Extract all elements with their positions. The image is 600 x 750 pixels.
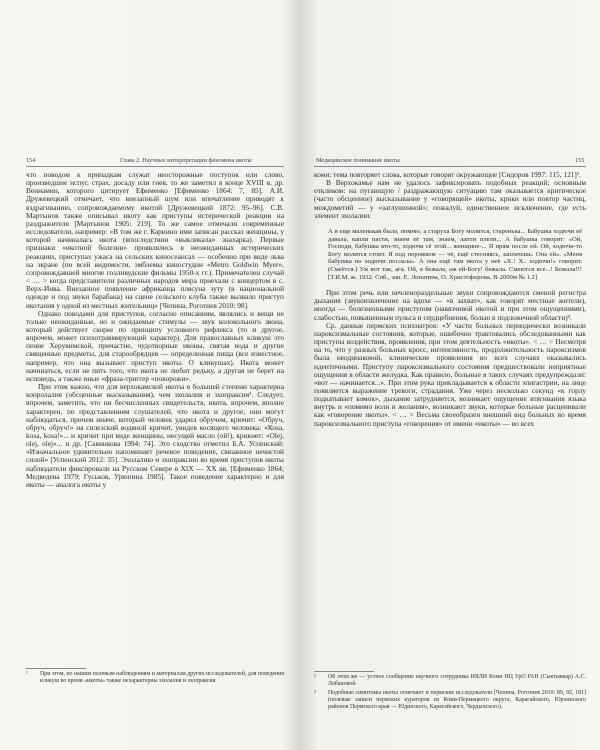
- left-page-number: 154: [26, 157, 36, 164]
- left-header-rule: [26, 166, 284, 167]
- left-running-head: Глава 2. Научные интерпретации феномена икоты: [120, 157, 252, 164]
- left-footnote-rule: [26, 668, 86, 669]
- footnote: [26, 671, 284, 685]
- left-page-body: [26, 171, 284, 666]
- footnote-text: Об этом же — устное сообщение научного сотрудника ИЯЛИ Коми НЦ УрО РАН (Сыктывкар) А.С. Лобановой.: [328, 674, 586, 687]
- paragraph: В Верхокамье нам не удалось зафиксировать подобных реакций; основным откликом: на пугающую / раздражающую ситуацию там оказывается критическое (часто обсценное) высказывание у «говорящей» икоты, крики или повтор частиц, междометий — у «заглушенной»; пожалуй, единственное исключение, где есть элемент эхолалии:: [314, 178, 586, 220]
- footnote-text: При этом, по нашим полевым наблюдениям и материалам других исследователей, для поведения кликуш во время «икоты» также нехарактерны эхолалия и эхопраксия.: [40, 671, 284, 684]
- paragraph: При этом речь или нечленораздельные звуки сопровождаются сменой регистра дыхания (звукоизвлечение на вдохе — «в захват», как говорят местные жители), иногда — болезненными приступом (навязчивой икотой и при этом ощущениями), слабостью, повышенным пульса и сердцебиения, болью в подложечной области)³.: [314, 288, 586, 322]
- right-page-number: 155: [575, 157, 585, 164]
- right-header-rule: [314, 166, 586, 167]
- footnote-mark: ³: [314, 689, 316, 696]
- right-running-head: Медицинское понимание икоты: [316, 157, 400, 164]
- paragraph: Ср. данные пермских психиатров: «У части больных периодически возникали пароксизмальные состояния, которые, ошибочно трактовались обследованными как приступы воздействия, проявления, при этом деятельность «икоты». < … > Несмотря на то, что у разных больных кросс, интенсивность, продолжительность пароксизмов была неодинаковой, клинические проявления во всех случаях оказывались идентичными. Приступу пароксизмального состояния предшествовали неприятные ощущения в области желудка. Как правило, больные в таких случаях предупреждали: «вот — начинается...». При этом рука прикладывается к области эпигастрии, на лице появляется выражение тревоги, страдания. Уже через несколько секунд «к горлу подкатывает комок», дыхание затрудняется, возникает ощущение втягивания языка внутрь и «помимо воли и желания», возникают звуки, которые больные расценивали как «говорение икоты». < … > Весьма своеобразен внешний вид больных во время пароксизмального приступа «говорения» от имени «икоты» — во всех: [314, 320, 586, 428]
- right-footnotes: [314, 674, 586, 713]
- right-footnote-rule: [314, 671, 374, 672]
- right-page-body: [314, 171, 586, 671]
- left-footnotes: [26, 671, 284, 687]
- footnote-text: Подобные симптомы икоты отмечают и пермские исследователи [Чепина, Роготнев 2010: 89, 92, 181] (полевые записи пермских кураторов из Коми-Пермяцкого округа, Карагайского, Юрлинского районов Пермского края — Юдинского, Карагайского, Чердынского).: [328, 689, 586, 710]
- footnote-mark: ¹: [26, 671, 28, 677]
- paragraph: При этом важно, что для верхокамской икоты в большей степени характерна копролалия (обсценные высказывания), чем эхолалия и эхопраксия¹. Следует, впрочем, заметить, что ни бесчисленных свидетельств, икота, впрочем, вполне характерен, по представлениям слушателей, что икота и другое, они могут наблюдаться, причем иначе, который человек ударил обручем, крючит: «Обруч, обруч, обруч!» на силезский водяной кричит, увидев косящего человека: «Коsa, kosa, kosa!»... и кричит при виде женщины, несущей масло (ой!), крикнет: «Olej, olej, olej»... и др. [Савинкова 1994: 74]. Это сходство отметил Б.А. Успенский: «Изначальное удивительно напоминает речевое поведение, связанное нечистой силой» [Успенский 2012: 35]. Эхолалию и эхопраксию во время приступов икоты наблюдатели фиксировали на Русском Севере в XIX — XX вв. [Ефименко 1864; Медведева 1979; Гуськов, Урюпина 1985]. Такое поведение характерно и для икоты — аналога икоты у: [26, 382, 284, 489]
- paragraph: что поводом к припадкам служат неосторожные поступок или слово, произведшие испуг, страх, досаду или гнев, то же заметил в конце XVIII в. др. Вениамин, которого цитирует Ефименко [Ефименко 1864: 7, 85]. А.И. Дружевецкий отмечает, что внезапный шум или впечатление приводят к вздрагиванию, сопровождаемому икотой [Дружевецкий 1872: 95–96]. С.В. Мартынов также описывал икоту как приступы истерической реакции на раздражителя [Мартынов 1905: 219]. То же самое отмечали современные исследователи, например: «В том же г. Кариино ими записан рассказ женщины, у которой начиналась икота (впоследствии «выкликала» знахарка). Первые признаки «икотной болезни» проявлялись в неожиданных истерических реакциях, приступах ужаса на сельских киносеансах — особенно при виде льва на экране (по всей видимости, эмблемы киностудии «Metro Goldwin Myer», сопровождавшей многие голливудские фильмы 1950-х гг.). Примечателен случай < … > когда представители различных народов мира приехали с концертом в с. Верх-Инва. Внезапное появление африканца плясуна зуту (в национальной одежде и под звуки барабана) на сцене сельского клуба также вызвало приступ икотания у одной из местных жительниц» [Чепина, Роготнев 2010: 98].: [26, 171, 284, 310]
- paragraph: Однако поводами для приступов, согласно описаниям, являлись и вещи не только неожиданные, но и ожидаемые стимулы — звук колокольного звона, который действует скорее по принципу условного рефлекса (то и другое, впрочем, может психотравмирующий характер). Для православных кликуш это пение Херувимской, причастие, чудотворные иконы, святая вода и другие священные предметы, для старообрядцев — определенная пища (все известное, например, что она вызывает приступ икоты. О кликушах). Икота может начинаться, если не пить того, что икота не любит редьку, а другая не берет на исповедь, а также иные «фраза-триггер «поворожи».: [26, 308, 284, 383]
- footnote-mark: ²: [314, 674, 316, 680]
- footnote: [314, 674, 586, 688]
- footnote: [314, 690, 586, 711]
- block-quote: А в еще маленькая была, помню, а старуха Богу молится, старенька... Бабушка ходючи её давала, капли пасти, знаем её там, знаем, лапти плели... А бабушка говорит: «Ой, Господи, бабушка кто-то, ходючи сё этой... женщине-... Я прям после ей. Ой, ходючи-то Богу молится стоит. Я под порожком — чё, ещё стесняясь, заплачешь. Она ей». «Меня бабушка по ходючи послала». А она ещё там икота у неё «Х.! Х.. ходючи!» говорит. (Смеётся.) Уж вот так, ага. Ой, я бежала, аж ей-Богу! бежала. Смеются все...! Бежала!!! [Т.И.М. ж. 1932. Спб., зап. Е. Лопатина, О. Христофорова. В-2000м № 1.2]: [328, 227, 582, 281]
- paragraph: коми: тема повторяет слова, которые говорят окружающие [Сидоров 1997: 115, 121]².: [314, 171, 581, 179]
